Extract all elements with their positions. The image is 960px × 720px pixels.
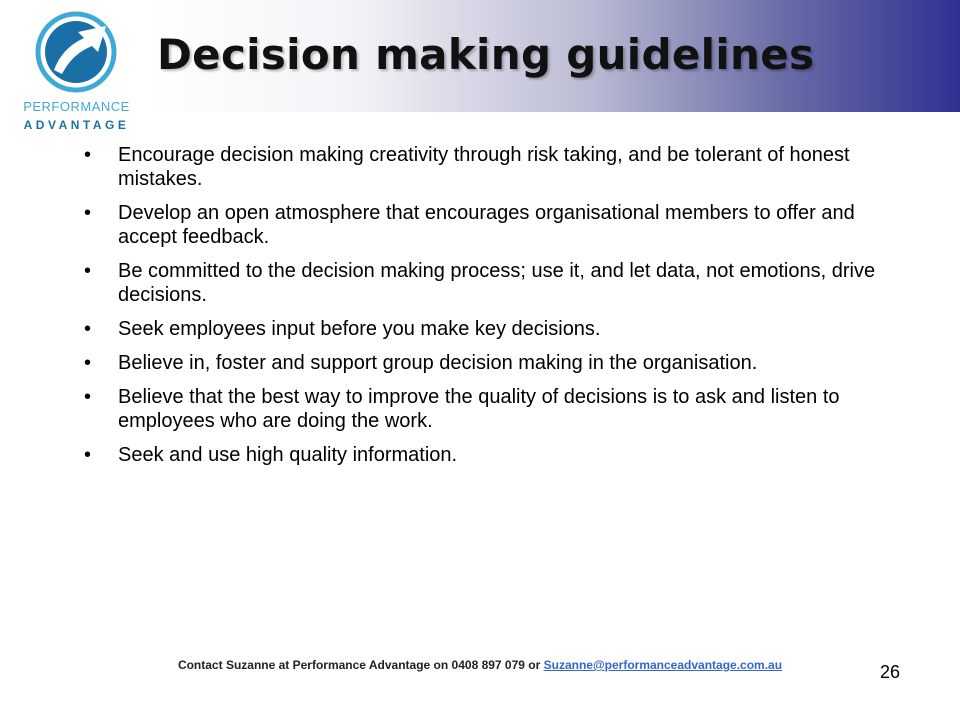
bullet-icon: •	[84, 260, 92, 282]
bullet-item	[0, 201, 960, 249]
bullet-list	[0, 143, 960, 477]
bullet-text: Seek and use high quality information.	[118, 444, 458, 466]
footer-contact	[0, 658, 960, 672]
slide-title: Decision making guidelines	[157, 30, 815, 79]
bullet-item	[0, 143, 960, 191]
bullet-item	[0, 259, 960, 307]
bullet-text: Develop an open atmosphere that encourages organisational members to offer and accept feedback.	[118, 202, 855, 248]
bullet-icon: •	[84, 386, 92, 408]
logo-text-advantage: ADVANTAGE	[23, 118, 130, 132]
bullet-item	[0, 351, 960, 375]
bullet-text: Seek employees input before you make key decisions.	[118, 318, 601, 340]
bullet-text: Be committed to the decision making process; use it, and let data, not emotions, drive decisions.	[118, 260, 876, 306]
bullet-text: Believe in, foster and support group decision making in the organisation.	[118, 352, 758, 374]
bullet-icon: •	[84, 444, 92, 466]
bullet-icon: •	[84, 352, 92, 374]
bullet-text: Encourage decision making creativity through risk taking, and be tolerant of honest mistakes.	[118, 144, 850, 190]
bullet-item	[0, 317, 960, 341]
page-number: 26	[880, 662, 901, 682]
bullet-icon: •	[84, 202, 92, 224]
bullet-text: Believe that the best way to improve the quality of decisions is to ask and listen to employees who are doing the work.	[118, 386, 840, 432]
bullet-item	[0, 443, 960, 467]
logo-text-performance: PERFORMANCE	[23, 99, 130, 114]
bullet-icon: •	[84, 144, 92, 166]
bullet-item	[0, 385, 960, 433]
email-link[interactable]: Suzanne@performanceadvantage.com.au	[543, 658, 783, 672]
arrow-circle-logo-icon	[14, 8, 139, 98]
bullet-icon: •	[84, 318, 92, 340]
company-logo	[14, 8, 139, 136]
footer-contact-text: Contact Suzanne at Performance Advantage on 0408 897 079 or	[177, 658, 544, 672]
